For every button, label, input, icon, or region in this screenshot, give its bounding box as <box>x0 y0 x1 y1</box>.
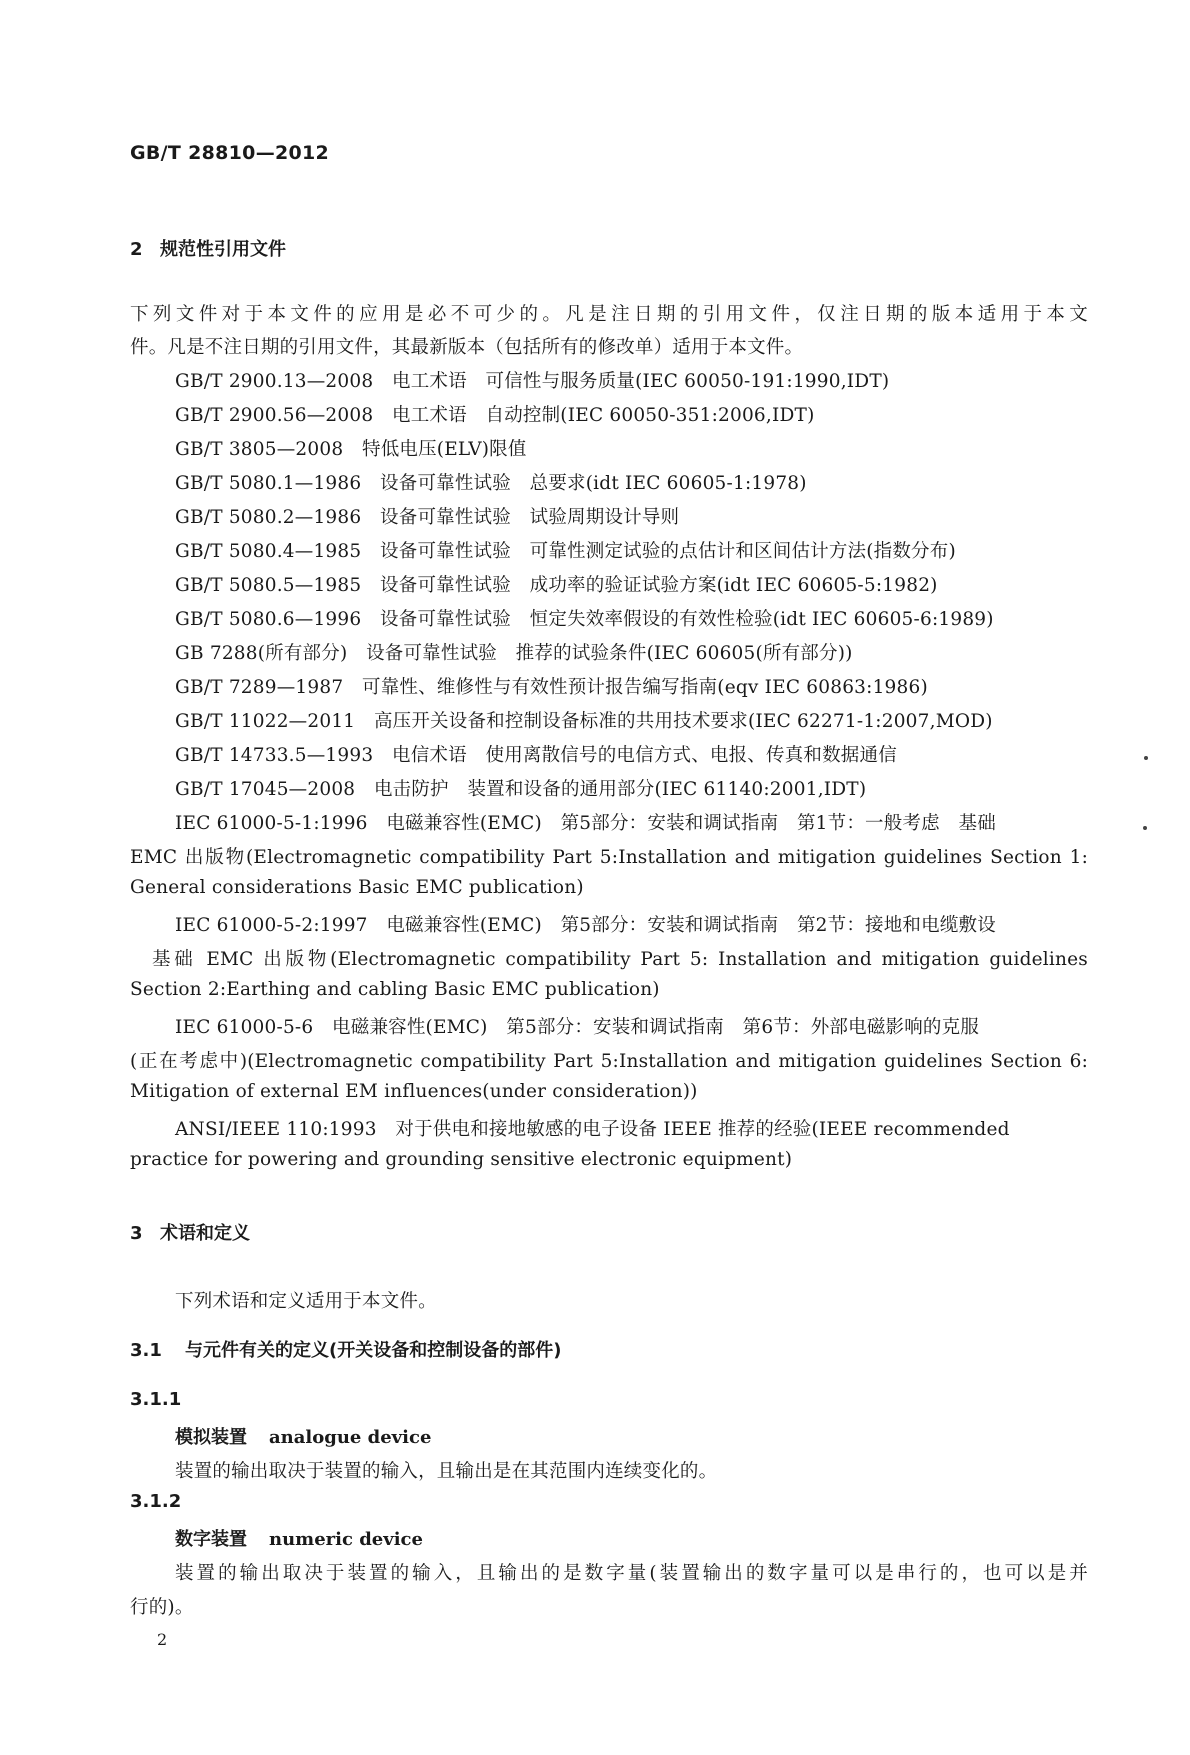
clause-3-1-1-number: 3.1.1 <box>130 1389 182 1410</box>
subsection-title: 与元件有关的定义(开关设备和控制设备的部件) <box>185 1340 562 1361</box>
reference-continuation: General considerations Basic EMC publication) <box>130 877 584 898</box>
reference-entry: GB/T 17045—2008 电击防护 装置和设备的通用部分(IEC 61140:2001,IDT) <box>175 779 867 800</box>
term-english: numeric device <box>269 1529 423 1550</box>
reference-entry: GB/T 5080.4—1985 设备可靠性试验 可靠性测定试验的点估计和区间估计方法(指数分布) <box>175 541 956 562</box>
reference-entry: GB/T 11022—2011 高压开关设备和控制设备标准的共用技术要求(IEC 62271-1:2007,MOD) <box>175 711 993 732</box>
document-code-header: GB/T 28810—2012 <box>130 142 330 164</box>
page-number: 2 <box>157 1630 168 1649</box>
reference-continuation: Section 2:Earthing and cabling Basic EMC publication) <box>130 979 660 1000</box>
reference-entry-iec-61000-5-2: IEC 61000-5-2:1997 电磁兼容性(EMC) 第5部分：安装和调试指南 第2节：接地和电缆敷设 <box>175 915 996 936</box>
reference-continuation: Mitigation of external EM influences(under consideration)) <box>130 1081 698 1102</box>
scan-speck <box>1144 756 1148 760</box>
definition-numeric-device-line-1: 装置的输出取决于装置的输入，且输出的是数字量(装置输出的数字量可以是串行的，也可以是并 <box>175 1563 1088 1584</box>
reference-entry: GB/T 3805—2008 特低电压(ELV)限值 <box>175 439 527 460</box>
term-chinese: 数字装置 <box>175 1529 247 1550</box>
section-title: 术语和定义 <box>160 1223 250 1244</box>
intro-paragraph-line-2: 件。凡是不注日期的引用文件，其最新版本（包括所有的修改单）适用于本文件。 <box>130 337 804 358</box>
scan-speck <box>1143 826 1147 830</box>
reference-entry: GB/T 5080.6—1996 设备可靠性试验 恒定失效率假设的有效性检验(idt IEC 60605-6:1989) <box>175 609 994 630</box>
term-analogue-device <box>175 1423 431 1449</box>
section-number: 3 <box>130 1223 143 1244</box>
definition-numeric-device-line-2: 行的)。 <box>130 1597 194 1618</box>
reference-entry: GB/T 2900.13—2008 电工术语 可信性与服务质量(IEC 60050-191:1990,IDT) <box>175 371 890 392</box>
section-title: 规范性引用文件 <box>160 239 286 260</box>
term-numeric-device <box>175 1525 423 1551</box>
reference-continuation: (正在考虑中)(Electromagnetic compatibility Part 5:Installation and mitigation guidelines Section 6: <box>130 1051 1088 1072</box>
reference-entry: GB/T 7289—1987 可靠性、维修性与有效性预计报告编写指南(eqv IEC 60863:1986) <box>175 677 928 698</box>
section-3-heading <box>130 1219 250 1245</box>
reference-continuation: 基础 EMC 出版物(Electromagnetic compatibility Part 5: Installation and mitigation guidelines <box>152 949 1088 970</box>
reference-entry-iec-61000-5-1: IEC 61000-5-1:1996 电磁兼容性(EMC) 第5部分：安装和调试指南 第1节：一般考虑 基础 <box>175 813 996 834</box>
reference-entry: GB/T 2900.56—2008 电工术语 自动控制(IEC 60050-351:2006,IDT) <box>175 405 815 426</box>
definition-analogue-device: 装置的输出取决于装置的输入，且输出是在其范围内连续变化的。 <box>175 1461 718 1482</box>
subsection-number: 3.1 <box>130 1340 162 1361</box>
reference-entry-ansi-ieee-110: ANSI/IEEE 110:1993 对于供电和接地敏感的电子设备 IEEE 推荐的经验(IEEE recommended <box>175 1119 1010 1140</box>
reference-continuation: practice for powering and grounding sensitive electronic equipment) <box>130 1149 793 1170</box>
intro-paragraph-line-1: 下列文件对于本文件的应用是必不可少的。凡是注日期的引用文件，仅注日期的版本适用于本文 <box>130 304 1088 325</box>
clause-3-1-2-number: 3.1.2 <box>130 1491 182 1512</box>
reference-continuation: EMC 出版物(Electromagnetic compatibility Part 5:Installation and mitigation guidelines Section 1: <box>130 847 1088 868</box>
section-number: 2 <box>130 239 143 260</box>
subsection-3-1-heading <box>130 1336 561 1362</box>
reference-entry: GB/T 14733.5—1993 电信术语 使用离散信号的电信方式、电报、传真和数据通信 <box>175 745 897 766</box>
reference-entry-iec-61000-5-6: IEC 61000-5-6 电磁兼容性(EMC) 第5部分：安装和调试指南 第6节：外部电磁影响的克服 <box>175 1017 980 1038</box>
section-3-intro: 下列术语和定义适用于本文件。 <box>175 1291 437 1312</box>
reference-entry: GB/T 5080.5—1985 设备可靠性试验 成功率的验证试验方案(idt IEC 60605-5:1982) <box>175 575 938 596</box>
section-2-heading <box>130 235 286 261</box>
term-english: analogue device <box>269 1427 432 1448</box>
reference-entry: GB 7288(所有部分) 设备可靠性试验 推荐的试验条件(IEC 60605(所有部分)) <box>175 643 853 664</box>
reference-entry: GB/T 5080.1—1986 设备可靠性试验 总要求(idt IEC 60605-1:1978) <box>175 473 807 494</box>
term-chinese: 模拟装置 <box>175 1427 247 1448</box>
reference-entry: GB/T 5080.2—1986 设备可靠性试验 试验周期设计导则 <box>175 507 680 528</box>
